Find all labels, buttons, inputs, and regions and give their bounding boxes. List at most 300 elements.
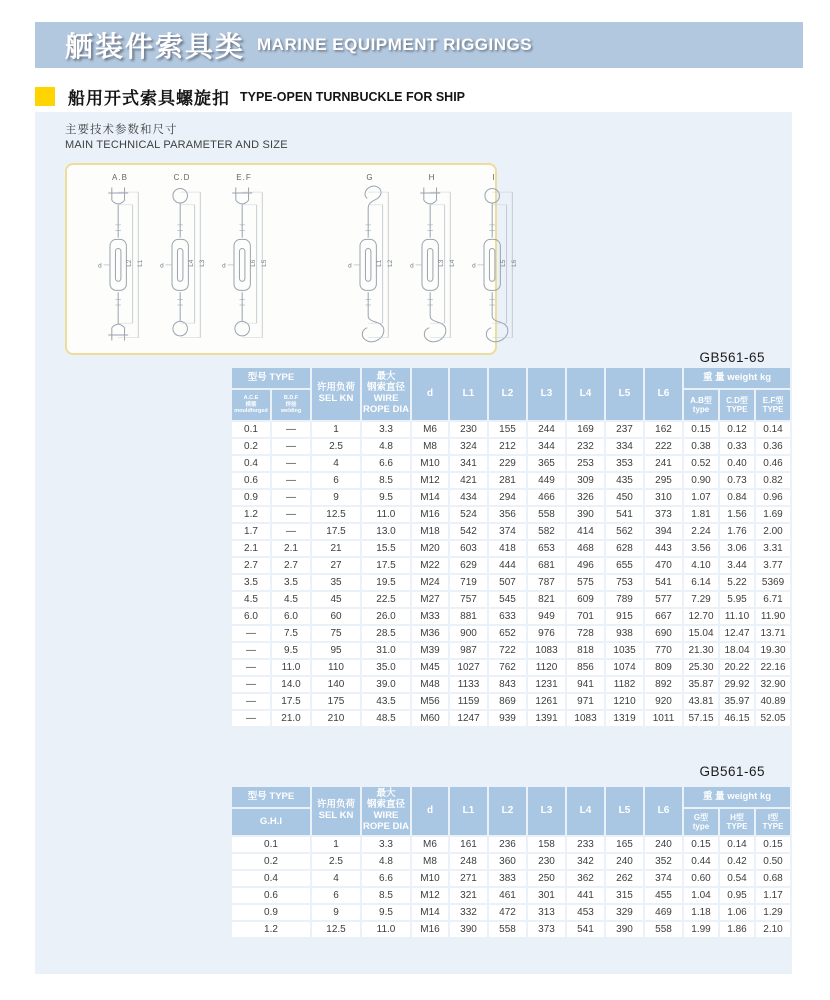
table-cell: 353 bbox=[606, 456, 645, 473]
table-cell: 1.76 bbox=[720, 524, 756, 541]
table-cell: 1074 bbox=[606, 660, 645, 677]
table-cell: 324 bbox=[450, 439, 489, 456]
table-cell: 0.46 bbox=[756, 456, 792, 473]
table-cell: 12.47 bbox=[720, 626, 756, 643]
table-row bbox=[232, 422, 792, 439]
table-cell: — bbox=[272, 456, 312, 473]
table-cell: 35 bbox=[312, 575, 362, 592]
turnbuckle-figure-g bbox=[339, 173, 401, 353]
table-cell: 295 bbox=[645, 473, 684, 490]
table-cell: 360 bbox=[489, 854, 528, 871]
table-cell: 17.5 bbox=[312, 524, 362, 541]
table-cell: 728 bbox=[567, 626, 606, 643]
weight-group-header: 重 量 weight kg bbox=[684, 787, 792, 809]
wire-rope-dia-column-header: 最大 钢索直径 WIRE ROPE DIA bbox=[362, 787, 412, 837]
table-cell: M39 bbox=[412, 643, 450, 660]
table-cell: 29.92 bbox=[720, 677, 756, 694]
parameter-table-types-ghi bbox=[232, 787, 792, 939]
table-cell: 313 bbox=[528, 905, 567, 922]
table-cell: 562 bbox=[606, 524, 645, 541]
table-cell: 971 bbox=[567, 694, 606, 711]
table-cell: 5369 bbox=[756, 575, 792, 592]
table-cell: 52.05 bbox=[756, 711, 792, 728]
table-cell: M33 bbox=[412, 609, 450, 626]
table-cell: 3.5 bbox=[272, 575, 312, 592]
l3-column-header: L3 bbox=[528, 787, 567, 837]
svg-text:d: d bbox=[410, 262, 414, 270]
table-cell: 15.04 bbox=[684, 626, 720, 643]
page-title-chinese: 舾装件索具类 bbox=[65, 31, 246, 62]
section-title bbox=[35, 84, 465, 109]
turnbuckle-drawing bbox=[401, 183, 463, 345]
table-cell: 1182 bbox=[606, 677, 645, 694]
table-cell: 43.81 bbox=[684, 694, 720, 711]
table-cell: 321 bbox=[450, 888, 489, 905]
table-cell: 232 bbox=[567, 439, 606, 456]
table-cell: M12 bbox=[412, 473, 450, 490]
l3-column-header: L3 bbox=[528, 368, 567, 422]
table-cell: 818 bbox=[567, 643, 606, 660]
table-cell: 0.38 bbox=[684, 439, 720, 456]
table-cell: 25.30 bbox=[684, 660, 720, 677]
table-row bbox=[232, 592, 792, 609]
table-cell: 0.54 bbox=[720, 871, 756, 888]
l1-column-header: L1 bbox=[450, 787, 489, 837]
l6-column-header: L6 bbox=[645, 787, 684, 837]
table-cell: 301 bbox=[528, 888, 567, 905]
table-cell: 110 bbox=[312, 660, 362, 677]
table-cell: 0.6 bbox=[232, 473, 272, 490]
table-row bbox=[232, 541, 792, 558]
table-cell: 40.89 bbox=[756, 694, 792, 711]
table-cell: 0.4 bbox=[232, 456, 272, 473]
type-sub-header: A.C.E 模锻 mouldforged bbox=[232, 390, 272, 422]
svg-text:L4: L4 bbox=[448, 259, 456, 267]
table-cell: 229 bbox=[489, 456, 528, 473]
table-cell: 165 bbox=[606, 837, 645, 854]
table-cell: 2.5 bbox=[312, 439, 362, 456]
table-cell: 0.84 bbox=[720, 490, 756, 507]
turnbuckle-drawing bbox=[213, 183, 275, 345]
turnbuckle-drawing bbox=[151, 183, 213, 345]
table-cell: 262 bbox=[606, 871, 645, 888]
table-cell: 140 bbox=[312, 677, 362, 694]
table-cell: 46.15 bbox=[720, 711, 756, 728]
table-cell: 373 bbox=[528, 922, 567, 939]
figure-label: E.F bbox=[236, 173, 252, 182]
intro-chinese: 主要技术参数和尺寸 bbox=[65, 124, 178, 136]
table-cell: 35.0 bbox=[362, 660, 412, 677]
turnbuckle-drawing bbox=[463, 183, 525, 345]
table-cell: 507 bbox=[489, 575, 528, 592]
table-cell: 341 bbox=[450, 456, 489, 473]
table-cell: — bbox=[232, 626, 272, 643]
table-cell: 3.44 bbox=[720, 558, 756, 575]
table-cell: 0.44 bbox=[684, 854, 720, 871]
weight-sub-header: I型 TYPE bbox=[756, 809, 792, 837]
table-cell: 524 bbox=[450, 507, 489, 524]
table-cell: — bbox=[272, 422, 312, 439]
table-cell: 450 bbox=[606, 490, 645, 507]
table-cell: — bbox=[272, 490, 312, 507]
table-row bbox=[232, 524, 792, 541]
table-cell: 558 bbox=[489, 922, 528, 939]
table-cell: 0.96 bbox=[756, 490, 792, 507]
turnbuckle-figure-h bbox=[401, 173, 463, 353]
table-cell: 541 bbox=[645, 575, 684, 592]
table-cell: — bbox=[272, 473, 312, 490]
table-cell: 1 bbox=[312, 837, 362, 854]
table-cell: 987 bbox=[450, 643, 489, 660]
table-cell: 158 bbox=[528, 837, 567, 854]
table-cell: 653 bbox=[528, 541, 567, 558]
table-cell: 4.5 bbox=[272, 592, 312, 609]
table-cell: 4 bbox=[312, 456, 362, 473]
table-cell: 1.06 bbox=[720, 905, 756, 922]
table-cell: 390 bbox=[567, 507, 606, 524]
table-cell: 248 bbox=[450, 854, 489, 871]
table-cell: 0.9 bbox=[232, 490, 272, 507]
table-cell: 1.69 bbox=[756, 507, 792, 524]
table-cell: M24 bbox=[412, 575, 450, 592]
table-cell: M56 bbox=[412, 694, 450, 711]
table-cell: 373 bbox=[645, 507, 684, 524]
table-cell: — bbox=[232, 711, 272, 728]
table-cell: 5.22 bbox=[720, 575, 756, 592]
table-cell: 915 bbox=[606, 609, 645, 626]
table-cell: 237 bbox=[606, 422, 645, 439]
table-cell: 1.56 bbox=[720, 507, 756, 524]
table-cell: 21.30 bbox=[684, 643, 720, 660]
table-cell: 3.56 bbox=[684, 541, 720, 558]
table-cell: 362 bbox=[567, 871, 606, 888]
table-cell: 11.10 bbox=[720, 609, 756, 626]
table-cell: 667 bbox=[645, 609, 684, 626]
table-cell: 1.99 bbox=[684, 922, 720, 939]
table-cell: 365 bbox=[528, 456, 567, 473]
table-cell: 48.5 bbox=[362, 711, 412, 728]
svg-text:L5: L5 bbox=[499, 259, 507, 267]
table-cell: 0.33 bbox=[720, 439, 756, 456]
table-row bbox=[232, 922, 792, 939]
table-cell: 469 bbox=[645, 905, 684, 922]
table-cell: 2.7 bbox=[232, 558, 272, 575]
table-cell: 6.6 bbox=[362, 871, 412, 888]
wire-rope-dia-column-header: 最大 钢索直径 WIRE ROPE DIA bbox=[362, 368, 412, 422]
table-cell: 0.1 bbox=[232, 837, 312, 854]
table-cell: — bbox=[232, 694, 272, 711]
table-cell: 22.16 bbox=[756, 660, 792, 677]
table-cell: 0.95 bbox=[720, 888, 756, 905]
turnbuckle-figure-ab bbox=[89, 173, 151, 353]
table-cell: 19.5 bbox=[362, 575, 412, 592]
table-cell: 334 bbox=[606, 439, 645, 456]
load-column-header: 许用负荷 SEL KN bbox=[312, 368, 362, 422]
table-cell: 329 bbox=[606, 905, 645, 922]
table-cell: 13.0 bbox=[362, 524, 412, 541]
table-cell: 542 bbox=[450, 524, 489, 541]
table-cell: 155 bbox=[489, 422, 528, 439]
table-cell: 1133 bbox=[450, 677, 489, 694]
table-cell: 4.10 bbox=[684, 558, 720, 575]
table-cell: 14.0 bbox=[272, 677, 312, 694]
table-cell: 609 bbox=[567, 592, 606, 609]
table-cell: 332 bbox=[450, 905, 489, 922]
table-cell: 1261 bbox=[528, 694, 567, 711]
table-cell: 35.97 bbox=[720, 694, 756, 711]
table-cell: M20 bbox=[412, 541, 450, 558]
table-cell: 3.3 bbox=[362, 837, 412, 854]
table-cell: — bbox=[272, 507, 312, 524]
svg-text:L3: L3 bbox=[437, 259, 445, 267]
table-cell: 1.29 bbox=[756, 905, 792, 922]
d-column-header: d bbox=[412, 368, 450, 422]
table-cell: 1319 bbox=[606, 711, 645, 728]
table-cell: 719 bbox=[450, 575, 489, 592]
table-cell: M22 bbox=[412, 558, 450, 575]
table-cell: 441 bbox=[567, 888, 606, 905]
table-cell: — bbox=[272, 524, 312, 541]
table-cell: 418 bbox=[489, 541, 528, 558]
table-cell: 21 bbox=[312, 541, 362, 558]
weight-group-header: 重 量 weight kg bbox=[684, 368, 792, 390]
table-row bbox=[232, 609, 792, 626]
type-column-header: 型号 TYPE bbox=[232, 787, 312, 809]
table-cell: 374 bbox=[645, 871, 684, 888]
figure-label: G bbox=[366, 173, 374, 182]
table-cell: M36 bbox=[412, 626, 450, 643]
table-cell: M18 bbox=[412, 524, 450, 541]
figure-label: I bbox=[492, 173, 496, 182]
svg-text:d: d bbox=[160, 262, 164, 270]
table-cell: 753 bbox=[606, 575, 645, 592]
table-cell: 356 bbox=[489, 507, 528, 524]
table-cell: 253 bbox=[567, 456, 606, 473]
svg-text:d: d bbox=[348, 262, 352, 270]
table-cell: 0.15 bbox=[756, 837, 792, 854]
table-cell: 789 bbox=[606, 592, 645, 609]
l5-column-header: L5 bbox=[606, 787, 645, 837]
table-cell: 1083 bbox=[567, 711, 606, 728]
figure-label: A.B bbox=[112, 173, 128, 182]
table-cell: 250 bbox=[528, 871, 567, 888]
svg-text:L3: L3 bbox=[198, 259, 206, 267]
table-cell: 344 bbox=[528, 439, 567, 456]
table-cell: 3.3 bbox=[362, 422, 412, 439]
table-cell: 582 bbox=[528, 524, 567, 541]
table-row bbox=[232, 490, 792, 507]
table-cell: 9.5 bbox=[362, 905, 412, 922]
table-cell: 2.1 bbox=[272, 541, 312, 558]
table-cell: 3.77 bbox=[756, 558, 792, 575]
table-cell: 3.06 bbox=[720, 541, 756, 558]
svg-text:L5: L5 bbox=[260, 259, 268, 267]
table-cell: 0.60 bbox=[684, 871, 720, 888]
table-row bbox=[232, 837, 792, 854]
table-cell: 541 bbox=[606, 507, 645, 524]
table-cell: 0.68 bbox=[756, 871, 792, 888]
table-cell: 629 bbox=[450, 558, 489, 575]
table-cell: 31.0 bbox=[362, 643, 412, 660]
table-cell: M10 bbox=[412, 456, 450, 473]
table-cell: 558 bbox=[645, 922, 684, 939]
table-cell: 652 bbox=[489, 626, 528, 643]
table-cell: 162 bbox=[645, 422, 684, 439]
intro-text bbox=[65, 121, 288, 151]
table-cell: 2.5 bbox=[312, 854, 362, 871]
table-cell: 1.18 bbox=[684, 905, 720, 922]
svg-text:L6: L6 bbox=[510, 259, 518, 267]
table-row bbox=[232, 456, 792, 473]
table-cell: M12 bbox=[412, 888, 450, 905]
table-cell: 821 bbox=[528, 592, 567, 609]
table-cell: 1391 bbox=[528, 711, 567, 728]
table-cell: 315 bbox=[606, 888, 645, 905]
table-cell: 0.73 bbox=[720, 473, 756, 490]
table-cell: 352 bbox=[645, 854, 684, 871]
table-cell: 43.5 bbox=[362, 694, 412, 711]
turnbuckle-figure-cd bbox=[151, 173, 213, 353]
table-row bbox=[232, 694, 792, 711]
table-cell: 57.15 bbox=[684, 711, 720, 728]
figure-label: H bbox=[428, 173, 436, 182]
table-cell: 496 bbox=[567, 558, 606, 575]
table-row bbox=[232, 643, 792, 660]
l5-column-header: L5 bbox=[606, 368, 645, 422]
table-cell: 212 bbox=[489, 439, 528, 456]
page-title-english: MARINE EQUIPMENT RIGGINGS bbox=[257, 35, 533, 54]
table-cell: 0.15 bbox=[684, 422, 720, 439]
table-cell: 575 bbox=[567, 575, 606, 592]
table-row bbox=[232, 888, 792, 905]
table-cell: 869 bbox=[489, 694, 528, 711]
table-cell: M6 bbox=[412, 422, 450, 439]
table-cell: 12.5 bbox=[312, 507, 362, 524]
standard-code-label: GB561-65 bbox=[699, 764, 765, 779]
table-cell: 941 bbox=[567, 677, 606, 694]
table-cell: 0.2 bbox=[232, 439, 272, 456]
table-cell: 0.12 bbox=[720, 422, 756, 439]
l2-column-header: L2 bbox=[489, 787, 528, 837]
table-cell: 1.2 bbox=[232, 922, 312, 939]
table-cell: M8 bbox=[412, 439, 450, 456]
table-row bbox=[232, 558, 792, 575]
table-cell: 421 bbox=[450, 473, 489, 490]
table-cell: 655 bbox=[606, 558, 645, 575]
table-cell: 45 bbox=[312, 592, 362, 609]
table-cell: 6.71 bbox=[756, 592, 792, 609]
table-row bbox=[232, 575, 792, 592]
table-cell: M16 bbox=[412, 922, 450, 939]
table-cell: 0.9 bbox=[232, 905, 312, 922]
table-cell: 230 bbox=[528, 854, 567, 871]
table-row bbox=[232, 711, 792, 728]
table-cell: 2.1 bbox=[232, 541, 272, 558]
table-cell: 11.90 bbox=[756, 609, 792, 626]
table-cell: 414 bbox=[567, 524, 606, 541]
table-cell: 241 bbox=[645, 456, 684, 473]
table-cell: 976 bbox=[528, 626, 567, 643]
table-cell: 281 bbox=[489, 473, 528, 490]
svg-text:L1: L1 bbox=[136, 259, 144, 267]
table-cell: 938 bbox=[606, 626, 645, 643]
table-cell: 169 bbox=[567, 422, 606, 439]
table-cell: 468 bbox=[567, 541, 606, 558]
table-cell: 722 bbox=[489, 643, 528, 660]
load-column-header: 许用负荷 SEL KN bbox=[312, 787, 362, 837]
table-cell: 7.5 bbox=[272, 626, 312, 643]
table-cell: 949 bbox=[528, 609, 567, 626]
table-cell: M48 bbox=[412, 677, 450, 694]
table-cell: 633 bbox=[489, 609, 528, 626]
table-cell: 240 bbox=[606, 854, 645, 871]
table-cell: 11.0 bbox=[362, 507, 412, 524]
table-cell: 12.5 bbox=[312, 922, 362, 939]
table-cell: 390 bbox=[606, 922, 645, 939]
table-cell: 342 bbox=[567, 854, 606, 871]
section-title-chinese: 船用开式索具螺旋扣 bbox=[68, 89, 230, 108]
type-sub-header: B.D.F 焊接 welding bbox=[272, 390, 312, 422]
table-cell: 374 bbox=[489, 524, 528, 541]
table-cell: 15.5 bbox=[362, 541, 412, 558]
table-cell: 1083 bbox=[528, 643, 567, 660]
svg-text:L6: L6 bbox=[249, 259, 257, 267]
turnbuckle-technical-diagram bbox=[65, 163, 518, 355]
table-cell: M45 bbox=[412, 660, 450, 677]
table-cell: 390 bbox=[450, 922, 489, 939]
table-cell: 3.5 bbox=[232, 575, 272, 592]
weight-sub-header: H型 TYPE bbox=[720, 809, 756, 837]
table-cell: M6 bbox=[412, 837, 450, 854]
table-cell: 17.5 bbox=[362, 558, 412, 575]
table-cell: 920 bbox=[645, 694, 684, 711]
table-cell: 2.00 bbox=[756, 524, 792, 541]
table-cell: 13.71 bbox=[756, 626, 792, 643]
table-cell: 434 bbox=[450, 490, 489, 507]
section-title-english: TYPE-OPEN TURNBUCKLE FOR SHIP bbox=[240, 89, 466, 104]
table-cell: 690 bbox=[645, 626, 684, 643]
table-cell: 1.07 bbox=[684, 490, 720, 507]
table-cell: 236 bbox=[489, 837, 528, 854]
table-cell: 6.0 bbox=[232, 609, 272, 626]
page-header-band bbox=[35, 22, 803, 68]
table-cell: 1027 bbox=[450, 660, 489, 677]
table-cell: 17.5 bbox=[272, 694, 312, 711]
table-cell: 233 bbox=[567, 837, 606, 854]
table-cell: 558 bbox=[528, 507, 567, 524]
table-cell: 0.4 bbox=[232, 871, 312, 888]
intro-english: MAIN TECHNICAL PARAMETER AND SIZE bbox=[65, 139, 288, 151]
standard-code-label: GB561-65 bbox=[699, 350, 765, 365]
table-cell: 1.2 bbox=[232, 507, 272, 524]
table-cell: 18.04 bbox=[720, 643, 756, 660]
table-cell: 2.7 bbox=[272, 558, 312, 575]
table-cell: 545 bbox=[489, 592, 528, 609]
turnbuckle-figure-ef bbox=[213, 173, 275, 353]
table-cell: 2.24 bbox=[684, 524, 720, 541]
table-cell: 161 bbox=[450, 837, 489, 854]
table-cell: — bbox=[232, 660, 272, 677]
table-cell: 628 bbox=[606, 541, 645, 558]
table-cell: 35.87 bbox=[684, 677, 720, 694]
table-row bbox=[232, 905, 792, 922]
svg-text:L4: L4 bbox=[187, 259, 195, 267]
parameter-table-types-abcdef bbox=[232, 368, 792, 728]
table-cell: — bbox=[232, 643, 272, 660]
table-cell: 0.52 bbox=[684, 456, 720, 473]
table-cell: 3.31 bbox=[756, 541, 792, 558]
turnbuckle-figure-i bbox=[463, 173, 525, 353]
